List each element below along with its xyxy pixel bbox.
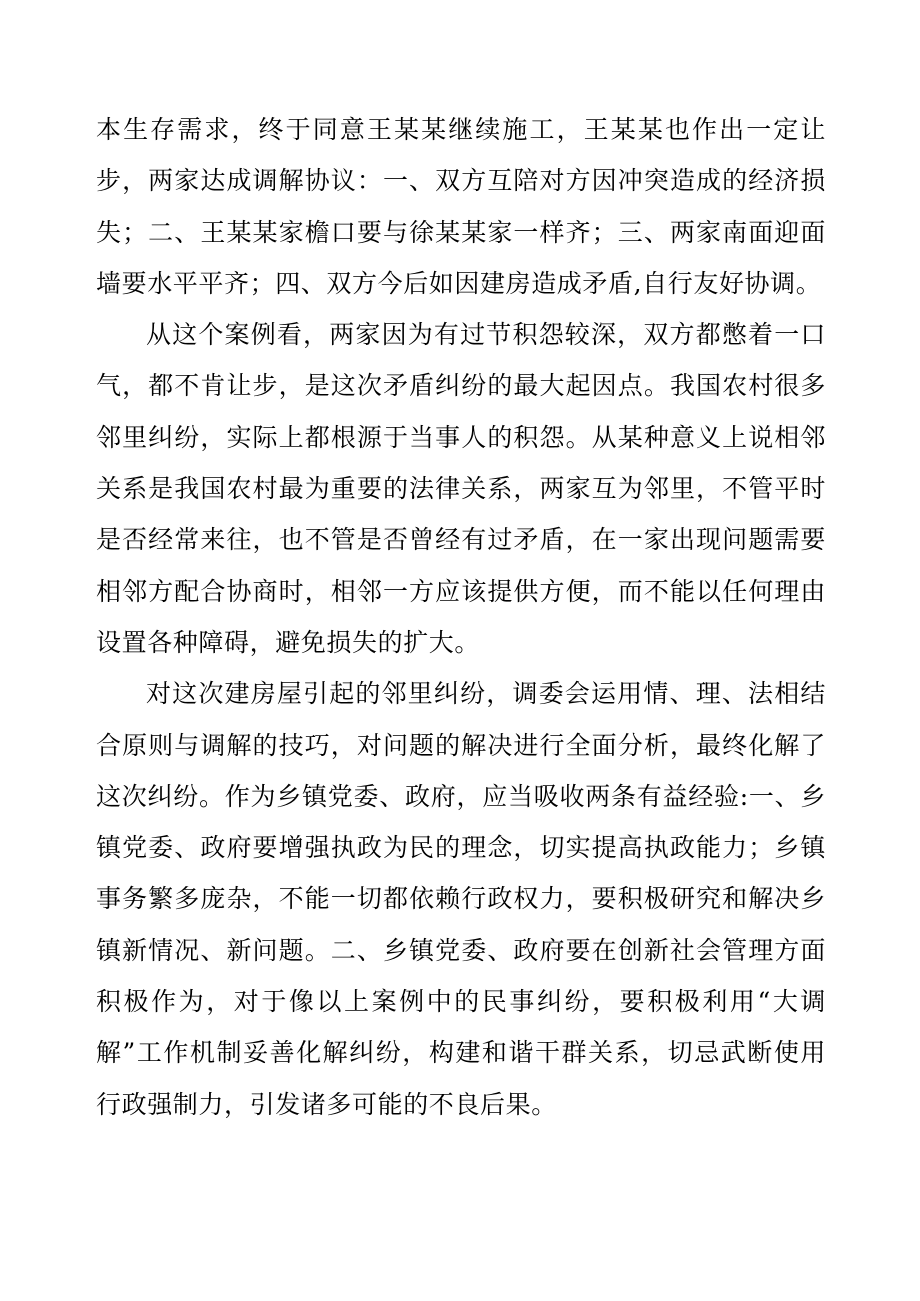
paragraph-case-analysis: 从这个案例看，两家因为有过节积怨较深，双方都憋着一口气，都不肯让步，是这次矛盾纠纷的最大起因点。我国农村很多邻里纠纷，实际上都根源于当事人的积怨。从某种意义上说相邻关系是我国农村最为重要的法律关系，两家互为邻里，不管平时是否经常来往，也不管是否曾经有过矛盾，在一家出现问题需要相邻方配合协商时，相邻一方应该提供方便，而不能以任何理由设置各种障碍，避免损失的扩大。: [96, 320, 826, 657]
paragraph-continuation: 本生存需求，终于同意王某某继续施工，王某某也作出一定让步，两家达成调解协议：一、双方互陪对方因冲突造成的经济损失；二、王某某家檐口要与徐某某家一样齐；三、两家南面迎面墙要水平平齐；四、双方今后如因建房造成矛盾,自行友好协调。: [96, 115, 826, 298]
document-body: [96, 104, 826, 1130]
paragraph-lessons: 对这次建房屋引起的邻里纠纷，调委会运用情、理、法相结合原则与调解的技巧，对问题的解决进行全面分析，最终化解了这次纠纷。作为乡镇党委、政府，应当吸收两条有益经验:一、乡镇党委、政府要增强执政为民的理念，切实提高执政能力；乡镇事务繁多庞杂，不能一切都依赖行政权力，要积极研究和解决乡镇新情况、新问题。二、乡镇党委、政府要在创新社会管理方面积极作为，对于像以上案例中的民事纠纷，要积极利用“大调解”工作机制妥善化解纠纷，构建和谐干群关系，切忌武断使用行政强制力，引发诸多可能的不良后果。: [96, 679, 826, 1119]
